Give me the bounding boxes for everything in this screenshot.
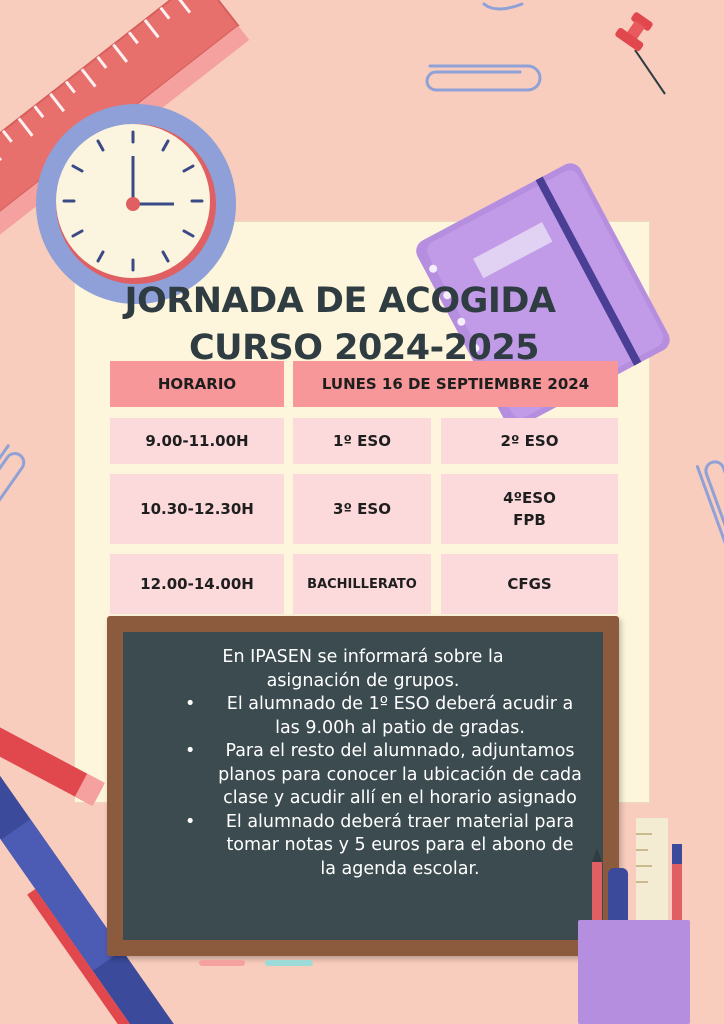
notice-item: • El alumnado deberá traer material para tomar notas y 5 euros para el abono de la agenda escolar.	[137, 811, 589, 882]
header-day: LUNES 16 DE SEPTIEMBRE 2024	[293, 361, 618, 407]
row1-group-a: 1º ESO	[293, 418, 431, 464]
row1-time: 9.00-11.00H	[110, 418, 284, 464]
row2-group-b-line2: FPB	[513, 511, 546, 529]
row2-time: 10.30-12.30H	[110, 474, 284, 544]
pencil-cup-icon	[574, 804, 714, 1024]
notice-item: • El alumnado de 1º ESO deberá acudir a las 9.00h al patio de gradas.	[137, 693, 589, 740]
row2-group-a: 3º ESO	[293, 474, 431, 544]
notice-text	[137, 646, 589, 881]
row3-group-b: CFGS	[441, 554, 618, 614]
row2-group-b-line1: 4ºESO	[503, 489, 556, 507]
notice-list	[137, 693, 589, 881]
chalk-teal	[265, 960, 313, 966]
title-line-1: JORNADA DE ACOGIDA	[124, 281, 556, 321]
title-line-2: CURSO 2024-2025	[188, 328, 540, 368]
chalk-pink	[199, 960, 245, 966]
chalkboard-surface	[123, 632, 603, 940]
header-time: HORARIO	[110, 361, 284, 407]
notice-item: • Para el resto del alumnado, adjuntamos planos para conocer la ubicación de cada clase y acudir allí en el horario asignado	[137, 740, 589, 811]
row3-group-a: BACHILLERATO	[293, 554, 431, 614]
row1-group-b: 2º ESO	[441, 418, 618, 464]
chalkboard	[107, 616, 619, 956]
row3-time: 12.00-14.00H	[110, 554, 284, 614]
notice-intro: En IPASEN se informará sobre la asignación de grupos.	[222, 647, 504, 691]
